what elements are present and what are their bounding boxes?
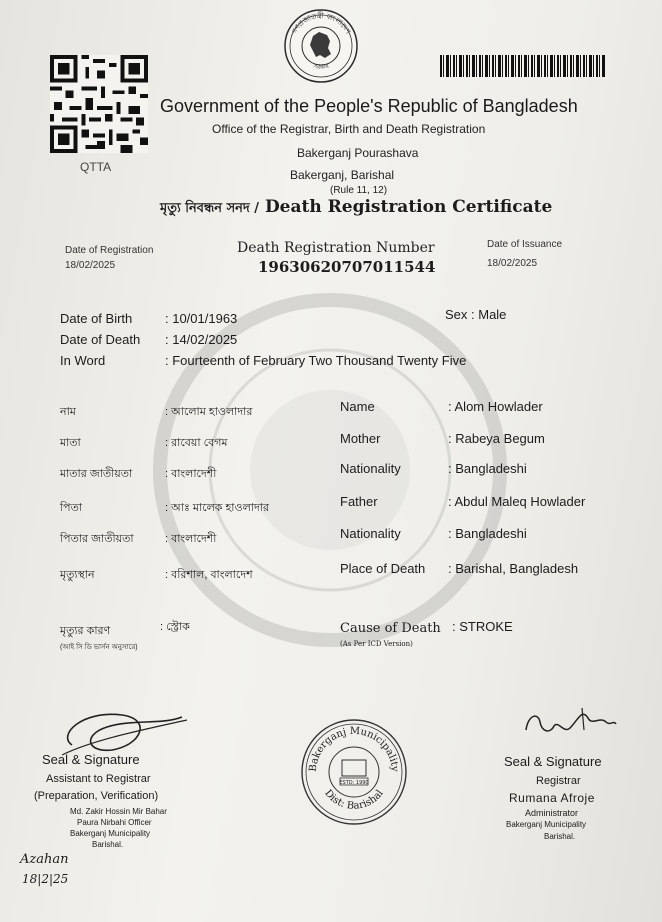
left-officer-city: Barishal. — [92, 840, 124, 849]
certificate-title-bn: মৃত্যু নিবন্ধন সনদ / — [160, 201, 260, 216]
rule-line: (Rule 11, 12) — [330, 185, 388, 196]
cause-note-bn: (আই সি ডি ভার্সন অনুসারে) — [60, 644, 138, 651]
right-seal-title: Seal & Signature — [504, 754, 602, 769]
father-nationality-label: Nationality — [340, 526, 401, 541]
seal-top-text: Bakerganj Municipality — [307, 725, 401, 773]
cause-label: Cause of Death — [340, 621, 441, 636]
issuance-date-value: 18/02/2025 — [487, 258, 538, 269]
left-officer-post: Paura Nirbahi Officer — [77, 818, 152, 827]
death-place-value: : Barishal, Bangladesh — [448, 561, 579, 576]
seal-estd: ESTD: 1990 — [339, 780, 369, 786]
name-value-bn: : আলোম হাওলাদার — [165, 406, 253, 418]
name-label-bn: নাম — [60, 406, 76, 418]
father-nationality-value-bn: : বাংলাদেশী — [165, 533, 217, 545]
registration-number-label: Death Registration Number — [237, 240, 435, 256]
left-officer-office: Bakerganj Municipality — [70, 829, 151, 838]
mother-nationality-label: Nationality — [340, 461, 401, 476]
office-line: Office of the Registrar, Birth and Death Registration — [212, 122, 486, 136]
mother-value-bn: : রাবেয়া বেগম — [165, 437, 228, 449]
dob-label: Date of Birth — [60, 311, 133, 326]
father-value-bn: : আঃ মালেক হাওলাদার — [165, 502, 270, 514]
seal-lower-text: সরকার — [312, 62, 330, 72]
qr-code — [50, 55, 148, 153]
father-nationality-label-bn: পিতার জাতীয়তা — [60, 533, 134, 545]
dod-value: : 14/02/2025 — [165, 332, 238, 347]
father-label-bn: পিতা — [60, 502, 83, 514]
cause-label-bn: মৃত্যুর কারণ — [60, 625, 111, 637]
certificate-title — [160, 197, 552, 220]
government-title: Government of the People's Republic of Bangladesh — [160, 96, 578, 116]
svg-text:Dist: Barishal — [322, 788, 386, 812]
sex-value: Sex : Male — [445, 307, 507, 322]
registration-number-value: 19630620707011544 — [258, 258, 436, 276]
name-value: : Alom Howlader — [448, 399, 543, 414]
handwritten-date: 18|2|25 — [22, 872, 69, 886]
father-label: Father — [340, 494, 378, 509]
dod-label: Date of Death — [60, 332, 141, 347]
pourashava-line: Bakerganj Pourashava — [297, 146, 419, 160]
registration-date-value: 18/02/2025 — [65, 260, 116, 271]
left-role-sub: (Preparation, Verification) — [34, 790, 159, 802]
seal-upper-text: গণপ্রজাতন্ত্রী বাংলাদেশ — [290, 11, 352, 36]
left-seal-title: Seal & Signature — [42, 752, 140, 767]
death-place-label: Place of Death — [340, 561, 426, 576]
svg-text:Bakerganj Municipality — [308, 726, 400, 773]
cause-note: (As Per ICD Version) — [340, 640, 413, 648]
mother-nationality-value: : Bangladeshi — [448, 461, 527, 476]
mother-nationality-value-bn: : বাংলাদেশী — [165, 468, 217, 480]
qr-caption: QTTA — [80, 160, 112, 174]
inword-value: : Fourteenth of February Two Thousand Twenty Five — [165, 353, 467, 368]
father-value: : Abdul Maleq Howlader — [448, 494, 586, 509]
government-seal-icon — [283, 8, 359, 84]
mother-value: : Rabeya Begum — [448, 431, 545, 446]
right-officer-name: Rumana Afroje — [509, 791, 595, 805]
registration-date-label: Date of Registration — [65, 245, 154, 256]
right-officer-city: Barishal. — [544, 832, 576, 841]
right-officer-office: Bakerganj Municipality — [506, 820, 587, 829]
mother-label: Mother — [340, 431, 381, 446]
cause-value: : STROKE — [452, 619, 513, 634]
seal-bottom-text: Dist: Barishal — [322, 787, 386, 812]
location-line: Bakerganj, Barishal — [290, 168, 395, 182]
name-label: Name — [340, 399, 375, 414]
inword-label: In Word — [60, 353, 106, 368]
issuance-date-label: Date of Issuance — [487, 239, 563, 250]
barcode — [440, 55, 605, 77]
right-role: Registrar — [536, 775, 581, 787]
mother-label-bn: মাতা — [60, 437, 81, 449]
right-officer-post: Administrator — [525, 808, 579, 818]
municipality-seal-icon — [300, 718, 408, 826]
certificate-title-en: Death Registration Certificate — [264, 197, 553, 217]
father-nationality-value: : Bangladeshi — [448, 526, 527, 541]
left-role: Assistant to Registrar — [46, 773, 151, 785]
death-place-label-bn: মৃত্যুস্থান — [60, 569, 95, 581]
dob-value: : 10/01/1963 — [165, 311, 238, 326]
handwritten-name: Azahan — [20, 852, 69, 867]
death-place-value-bn: : বরিশাল, বাংলাদেশ — [165, 569, 253, 581]
cause-value-bn: : স্ট্রোক — [160, 621, 190, 633]
mother-nationality-label-bn: মাতার জাতীয়তা — [60, 468, 133, 480]
right-signature-scribble — [520, 700, 620, 748]
left-officer-name: Md. Zakir Hossin Mir Bahar — [70, 807, 167, 816]
